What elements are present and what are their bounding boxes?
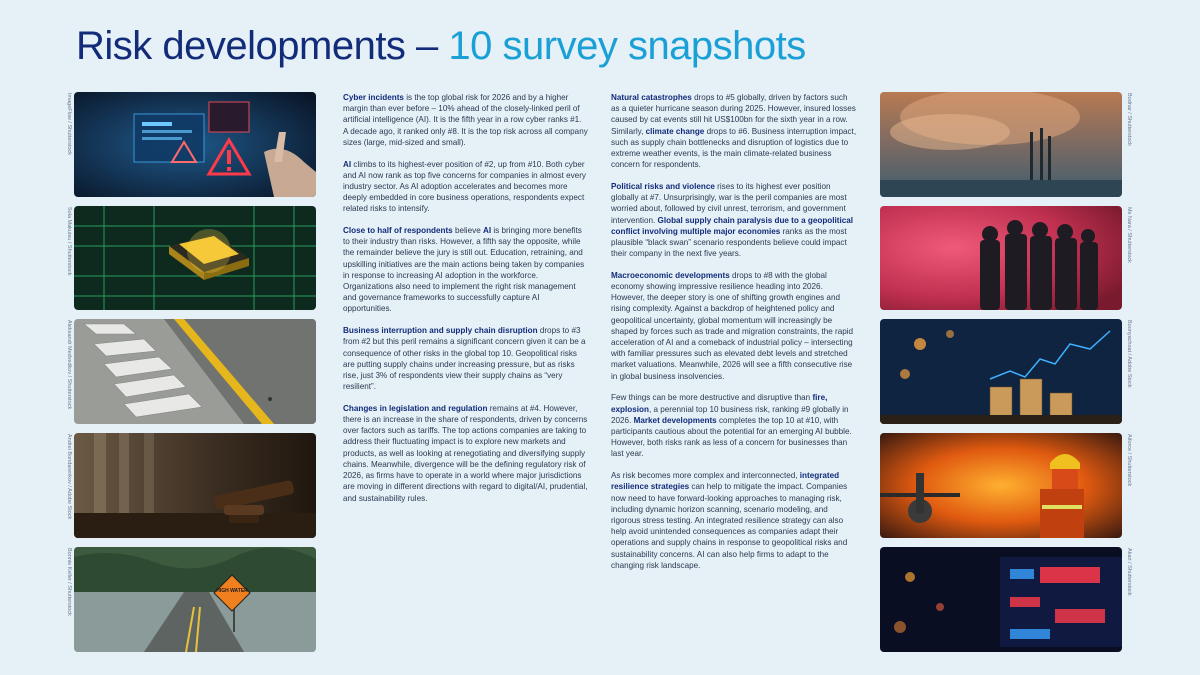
- paragraph-resilience: As risk becomes more complex and interconnected, integrated resilience strategies can help to mitigate the impact. Companies now need to have forward-looking approaches to managing risk, including dynamic horizon scanning, scenario modeling, and rigorous stress testing. An integrated resilience strategy can also help avoid unintended consequences as companies adapt their operations and supply chains in response to geopolitical risks and sustainability concerns. AI can also help firms to adapt to the changing risk landscape.: [611, 471, 848, 570]
- paragraph-cyber: Cyber incidents is the top global risk for 2026 and by a higher margin than ever before – 10% ahead of the closely-linked peril of artificial intelligence (AI). It is the fifth year in a row cyber ranks #1. A decade ago, it ranked only #8. It is the top risk across all company sizes (large, mid-sized and small).: [343, 93, 588, 147]
- credit-left-4: Andrei Bondarenkov / Adobe Stock: [66, 434, 72, 520]
- photo-cyber: [74, 92, 316, 197]
- credit-right-5: Akari / Shutterstock: [1126, 548, 1132, 596]
- sign-text: HIGH WATER: [216, 588, 248, 594]
- photo-firefighter: [880, 433, 1122, 538]
- paragraph-natcat: Natural catastrophes drops to #5 globally, driven by factors such as a quieter hurricane season during 2025. However, insured losses caused by cat events still hit US$100bn for the sixth year in a row. Similarly, climate change drops to #6. Business interruption impact, such as supply chain bottlenecks and disruption of logistics due to extreme weather events, is the main climate-related business concern for respondents.: [611, 93, 857, 170]
- paragraph-ai-benefits: Close to half of respondents believe AI is bringing more benefits to their industry than risks. However, a fifth say the opposite, while the remainder believe the jury is still out. Education, retraining, and upskilling initiatives are the main actions being taken by companies in response to increasing AI adoption in the workforce. Organizations also need to implement the right risk management and governance frameworks to successfully capture AI opportunities.: [343, 226, 585, 314]
- title-main: Risk developments –: [76, 24, 449, 68]
- credit-left-3: Aleksandr Medvedkov / Shutterstock: [66, 320, 72, 410]
- credit-right-2: Ms Nara / Shutterstock: [1126, 207, 1132, 263]
- photo-ai-chip: [74, 206, 316, 310]
- paragraph-political: Political risks and violence rises to its highest ever position globally at #7. Unsurprisingly, war is the peril companies are most worried about, followed by civil unrest, terrorism, and government intervention. Global supply chain paralysis due to a geopolitical conflict involving multiple major economies ranks as the most plausible “black swan” scenario respondents believe could impact their company in the next five years.: [611, 181, 854, 259]
- credit-left-5: Bonnie Keller / Shutterstock: [66, 548, 72, 616]
- paragraph-macro: Macroeconomic developments drops to #8 with the global economy showing impressive resilience heading into 2026. However, the deeper story is one of shifting growth engines and rising complexity. Against a backdrop of heightened policy and geopolitical uncertainty, global momentum will increasingly be shaped by forces such as trade and migration constraints, the rapid acceleration of AI and a comeback of industrial policy – intersecting with familiar pressures such as elevated debt levels and stretched market valuations. Meanwhile, 2026 will see a fifth consecutive rise in global business insolvencies.: [611, 270, 854, 381]
- paragraph-legislation: Changes in legislation and regulation remains at #4. However, there is an increase in the share of respondents, driven by concerns over factors such as tariffs. The top actions companies are taking to address their fluctuating impact is to explore new markets and products, as well as looking at renegotiating and diversifying supply chains. Meanwhile, divergence will be the defining regulatory risk of 2026, as firms have to operate in a world where major jurisdictions are moving in different directions with regard to digital/AI, prudential, and sustainability rules.: [343, 403, 588, 503]
- credit-right-3: Boonyachoat / Adobe Stock: [1126, 320, 1132, 388]
- title-accent: 10 survey snapshots: [448, 24, 806, 68]
- credit-right-4: Aiforce / Shutterstock: [1126, 434, 1132, 487]
- photo-riot-police: [880, 206, 1122, 310]
- paragraph-fire-market: Few things can be more destructive and disruptive than fire, explosion, a perennial top 10 business risk, ranking #9 globally in 2026. Market developments completes the top 10 at #10, with participants cautious about the potential for an emerging AI bubble. However, both risks rank as less of a concern for businesses than last year.: [611, 393, 852, 459]
- credit-left-1: ImageFlow / Shutterstock: [66, 93, 72, 156]
- photo-trucks: [74, 319, 316, 424]
- credit-left-2: Sola Makutsu / Shutterstock: [66, 207, 72, 276]
- photo-stock-ticker: [880, 547, 1122, 652]
- photo-gavel: [74, 433, 316, 538]
- left-text-column: [343, 92, 588, 514]
- right-text-column: [611, 92, 857, 581]
- paragraph-business-interruption: Business interruption and supply chain disruption drops to #3 from #2 but this peril remains a significant concern given it can be a consequence of other risks in the global top 10. Geopolitical risks are putting supply chains under increasing pressure, but as risks rise, just 3% of respondents view their supply chains as “very resilient”.: [343, 326, 586, 392]
- photo-flood: [74, 547, 316, 652]
- photo-coins-chart: [880, 319, 1122, 424]
- photo-industrial-smoke: [880, 92, 1122, 197]
- page-title: [76, 20, 806, 72]
- paragraph-ai: AI climbs to its highest-ever position of #2, up from #10. Both cyber and AI now rank as top five concerns for companies in almost every industry sector. As AI adoption accelerates and becomes more deeply embedded in core business operations, respondents expect related risks to intensify.: [343, 159, 586, 214]
- credit-right-1: Bodnar / Shutterstock: [1126, 93, 1132, 146]
